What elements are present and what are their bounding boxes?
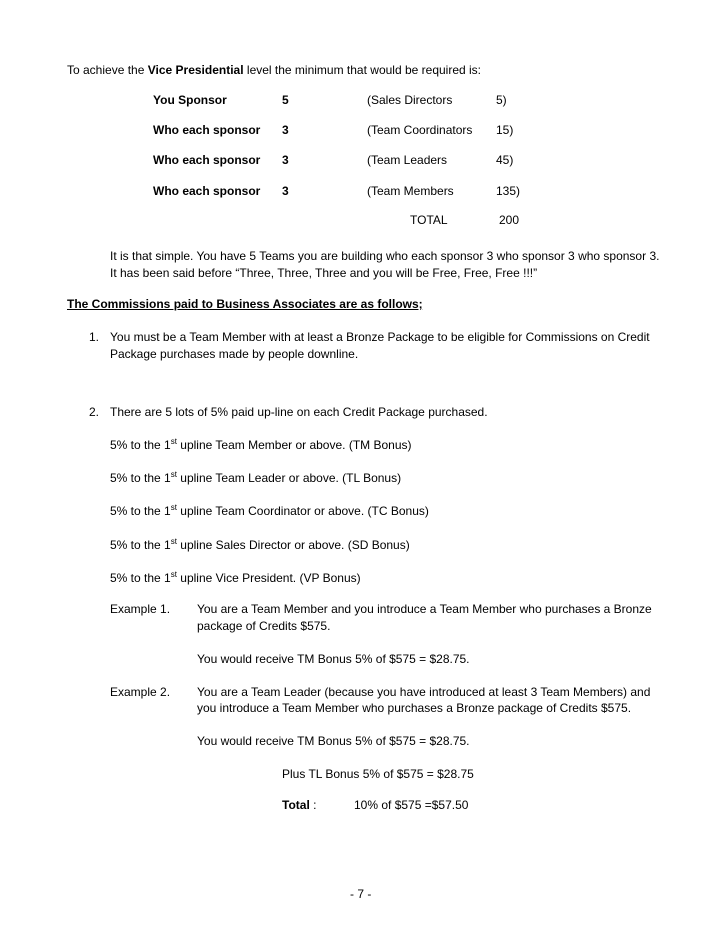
bonus-line: 5% to the 1st upline Sales Director or above. (SD Bonus) [110,537,410,552]
intro-prefix: To achieve the [67,63,148,77]
sponsor-num: 3 [282,123,289,137]
total-value: 200 [499,213,520,227]
page-number: - 7 - [350,887,372,901]
item-1-number: 1. [89,330,100,344]
example-2-plus: Plus TL Bonus 5% of $575 = $28.75 [282,767,474,781]
sponsor-count: 45) [496,153,514,167]
sponsor-who: Who each sponsor [153,153,261,167]
simple-line-2: It has been said before “Three, Three, Three and you will be Free, Free, Free !!!” [110,266,538,280]
sponsor-who: Who each sponsor [153,184,261,198]
sponsor-num: 3 [282,153,289,167]
sponsor-who: You Sponsor [153,93,227,107]
sponsor-role: (Team Members [367,184,454,198]
example-1-line-1: You are a Team Member and you introduce a Team Member who purchases a Bronze [197,602,652,616]
sponsor-count: 135) [496,184,521,198]
item-1-line-1: You must be a Team Member with at least a Bronze Package to be eligible for Commissions on Credit [110,330,650,344]
commissions-heading: The Commissions paid to Business Associates are as follows; [67,297,423,311]
sponsor-num: 3 [282,184,289,198]
example-1-result: You would receive TM Bonus 5% of $575 = $28.75. [197,652,470,666]
bonus-line: 5% to the 1st upline Team Coordinator or above. (TC Bonus) [110,503,429,518]
item-2-number: 2. [89,405,100,419]
intro-line [67,62,481,78]
item-1-line-2: Package purchases made by people downline. [110,347,359,361]
example-2-line-2: you introduce a Team Member who purchases a Bronze package of Credits $575. [197,701,632,715]
sponsor-num: 5 [282,93,289,107]
intro-suffix: level the minimum that would be required is: [243,63,482,77]
example-1-line-2: package of Credits $575. [197,619,331,633]
sponsor-role: (Sales Directors [367,93,453,107]
example-1-label: Example 1. [110,602,171,616]
sponsor-count: 5) [496,93,507,107]
sponsor-role: (Team Coordinators [367,123,473,137]
item-2-text: There are 5 lots of 5% paid up-line on each Credit Package purchased. [110,405,488,419]
bonus-line: 5% to the 1st upline Team Member or above. (TM Bonus) [110,437,412,452]
sponsor-role: (Team Leaders [367,153,448,167]
total-label: TOTAL [410,213,448,227]
simple-line-1: It is that simple. You have 5 Teams you are building who each sponsor 3 who sponsor 3 who sponsor 3. [110,249,660,263]
example-2-total-label: Total : [282,798,317,812]
example-2-total-value: 10% of $575 =$57.50 [354,798,469,812]
intro-bold: Vice Presidential [147,63,244,77]
example-2-line-1: You are a Team Leader (because you have introduced at least 3 Team Members) and [197,685,651,699]
sponsor-who: Who each sponsor [153,123,261,137]
sponsor-count: 15) [496,123,514,137]
example-2-label: Example 2. [110,685,171,699]
bonus-line: 5% to the 1st upline Vice President. (VP Bonus) [110,570,361,585]
bonus-line: 5% to the 1st upline Team Leader or above. (TL Bonus) [110,470,402,485]
example-2-result: You would receive TM Bonus 5% of $575 = $28.75. [197,734,470,748]
